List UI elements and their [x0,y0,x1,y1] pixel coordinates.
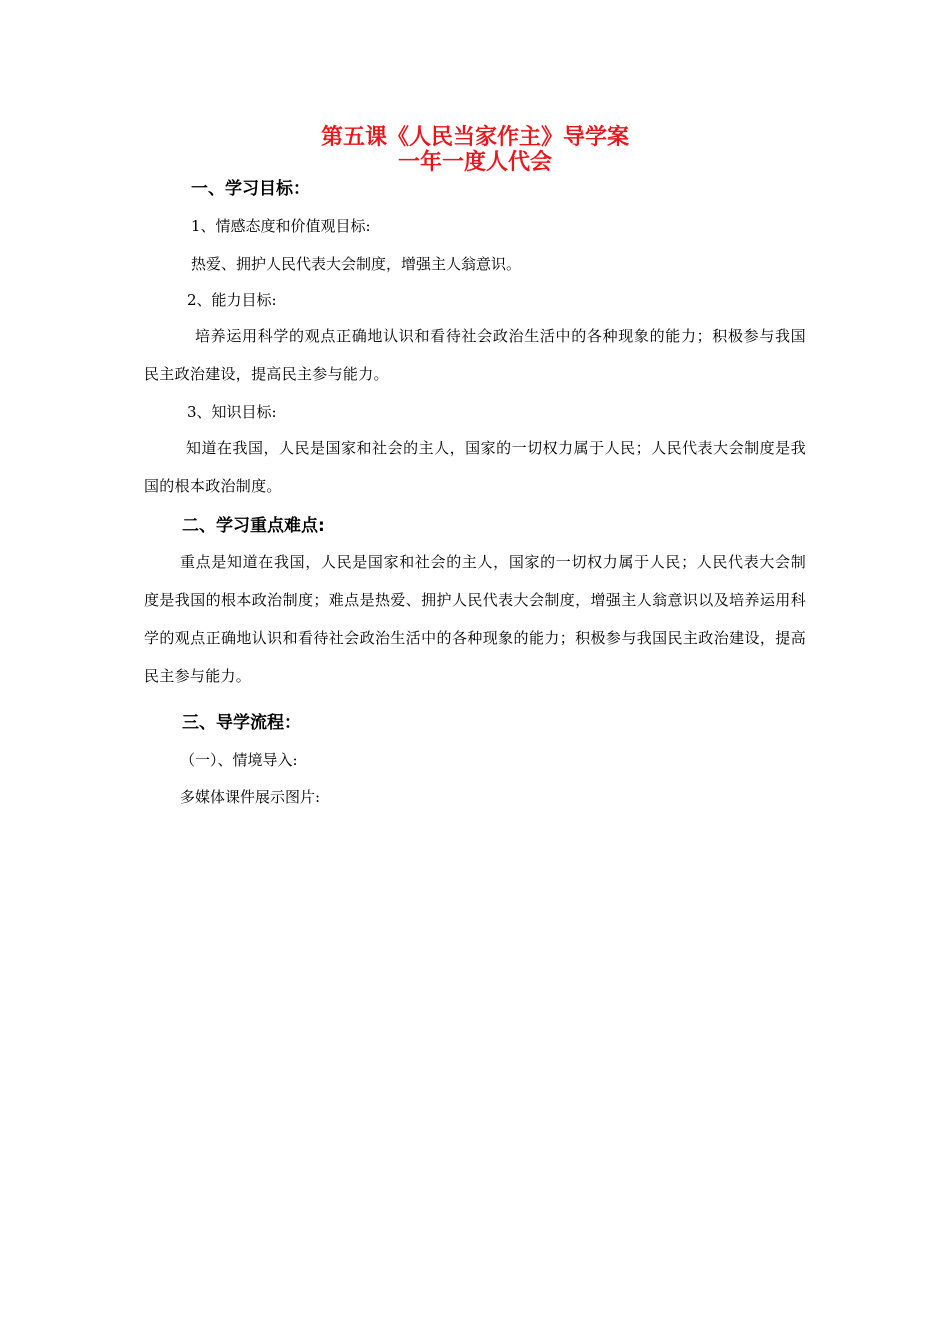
goal-2-label: 2、能力目标: [187,291,277,309]
process-step-1-label: （一）、情境导入: [180,751,298,769]
document-subtitle: 一年一度人代会 [397,149,552,175]
goal-1-text: 热爱、拥护人民代表大会制度，增强主人翁意识。 [191,255,522,273]
document-title: 第五课《人民当家作主》导学案 [320,124,629,150]
key-points-text: 重点是知道在我国，人民是国家和社会的主人，国家的一切权力属于人民；人民代表大会制度是我国的根本政治制度；难点是热爱、拥护人民代表大会制度，增强主人翁意识以及培养运用科学的观点正确地认识和看待社会政治生活中的各种现象的能力；积极参与我国民主政治建设，提高民主参与能力。 [144,553,806,685]
goal-3-text: 知道在我国，人民是国家和社会的主人，国家的一切权力属于人民；人民代表大会制度是我国的根本政治制度。 [144,439,806,495]
goal-3-label: 3、知识目标: [187,403,277,421]
goal-2-text: 培养运用科学的观点正确地认识和看待社会政治生活中的各种现象的能力；积极参与我国民主政治建设，提高民主参与能力。 [144,327,806,383]
section-heading-key-points: 二、学习重点难点: [182,516,325,536]
section-heading-goals: 一、学习目标： [191,179,310,199]
goal-1-label: 1、情感态度和价值观目标: [191,217,371,235]
process-step-1-text: 多媒体课件展示图片: [180,788,321,806]
section-heading-process: 三、导学流程： [182,713,301,733]
